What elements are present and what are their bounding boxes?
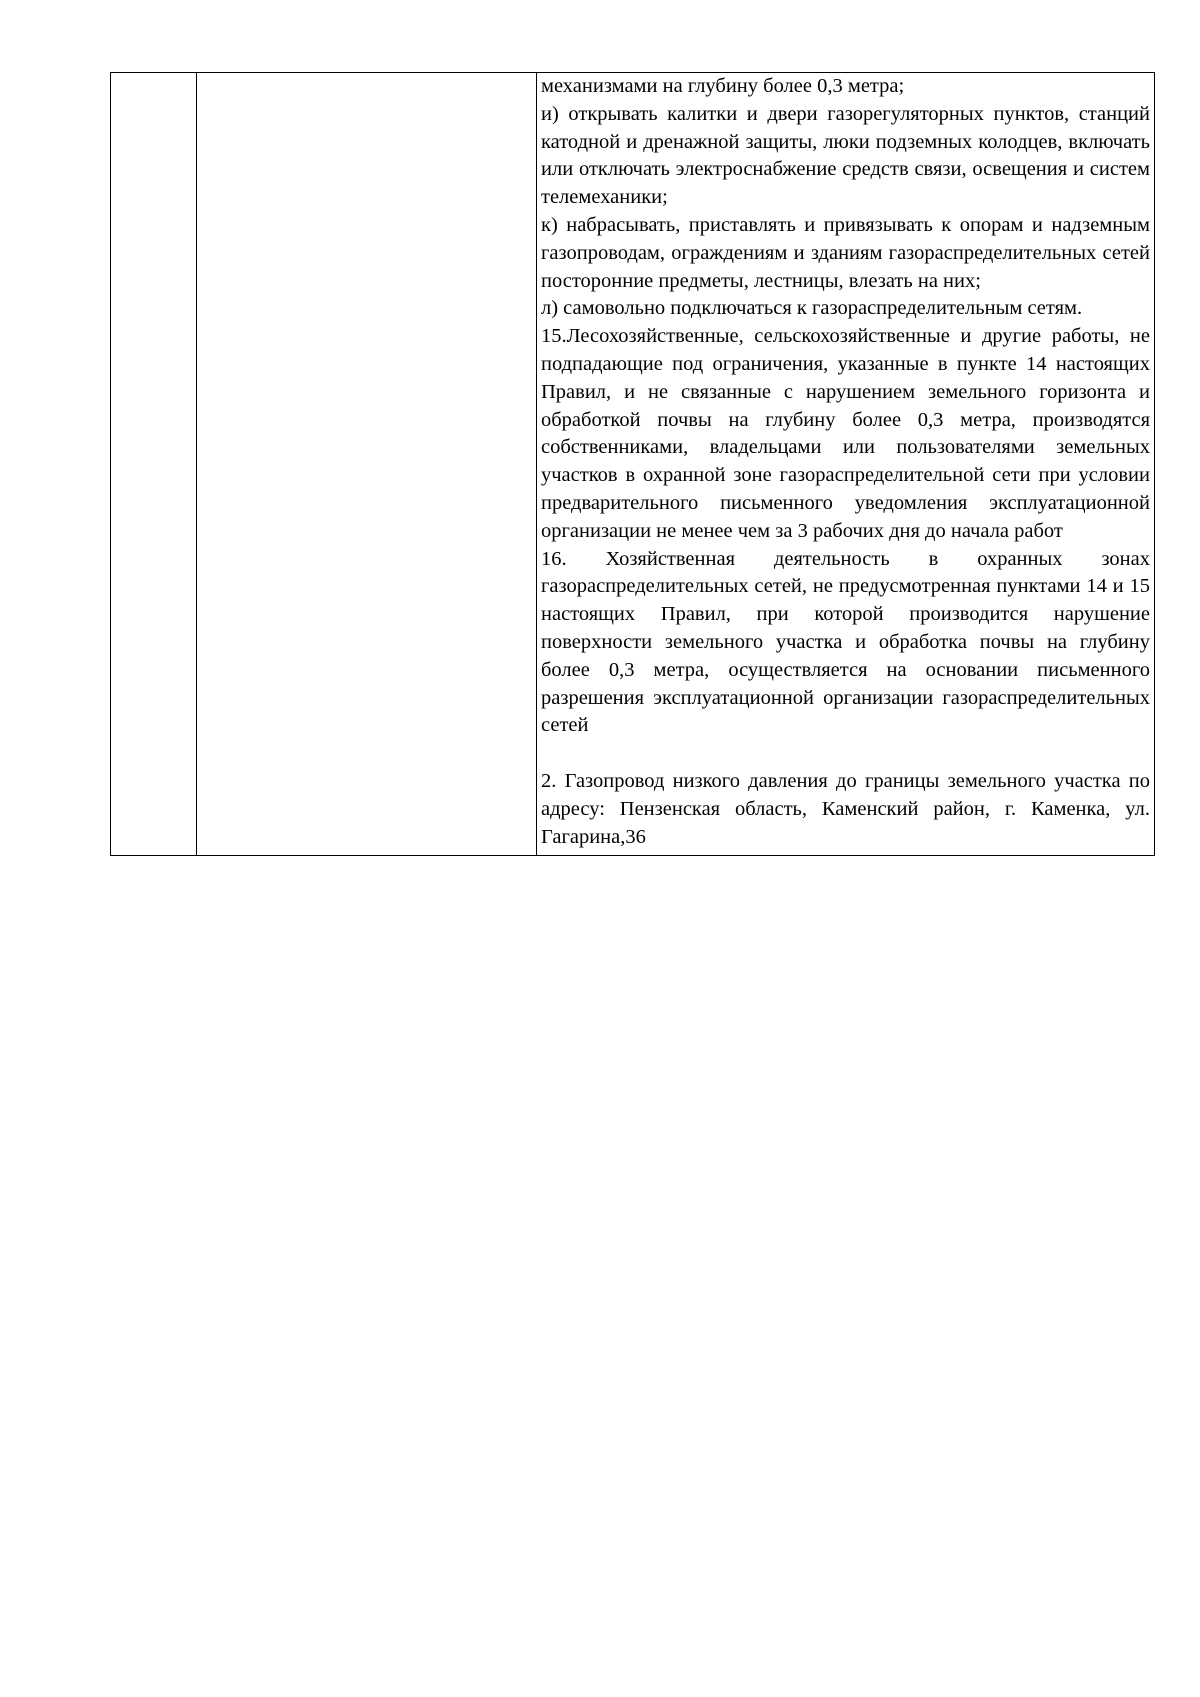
table-cell-text: [537, 73, 1155, 856]
table-row: [111, 73, 1155, 856]
paragraph-point-15: 15.Лесохозяйственные, сельскохозяйственные и другие работы, не подпадающие под ограничения, указанные в пункте 14 настоящих Правил, и не связанные с нарушением земельного горизонта и обработкой почвы на глубину более 0,3 метра, производятся собственниками, владельцами или пользователями земельных участков в охранной зоне газораспределительной сети при условии предварительного письменного уведомления эксплуатационной организации не менее чем за 3 рабочих дня до начала работ: [541, 325, 1150, 542]
paragraph-point-16: 16. Хозяйственная деятельность в охранных зонах газораспределительных сетей, не предусмотренная пунктами 14 и 15 настоящих Правил, при которой производится нарушение поверхности земельного участка и обработка почвы на глубину более 0,3 метра, осуществляется на основании письменного разрешения эксплуатационной организации газораспределительных сетей: [541, 547, 1150, 737]
blank-line: [541, 740, 1150, 768]
table-cell-number: [111, 73, 197, 856]
paragraph-item-k: к) набрасывать, приставлять и привязывать к опорам и надземным газопроводам, ограждениям и зданиям газораспределительных сетей посторонние предметы, лестницы, влезать на них;: [541, 213, 1150, 292]
paragraph-item-i: и) открывать калитки и двери газорегуляторных пунктов, станций катодной и дренажной защиты, люки подземных колодцев, включать или отключать электроснабжение средств связи, освещения и систем телемеханики;: [541, 102, 1150, 209]
table-cell-object: [197, 73, 537, 856]
paragraph-pipeline: 2. Газопровод низкого давления до границы земельного участка по адресу: Пензенская область, Каменский район, г. Каменка, ул. Гагарина,36: [541, 769, 1150, 848]
paragraph-continuation: механизмами на глубину более 0,3 метра;: [541, 75, 905, 97]
paragraph-item-l: л) самовольно подключаться к газораспределительным сетям.: [541, 297, 1083, 320]
document-table: [110, 72, 1155, 856]
